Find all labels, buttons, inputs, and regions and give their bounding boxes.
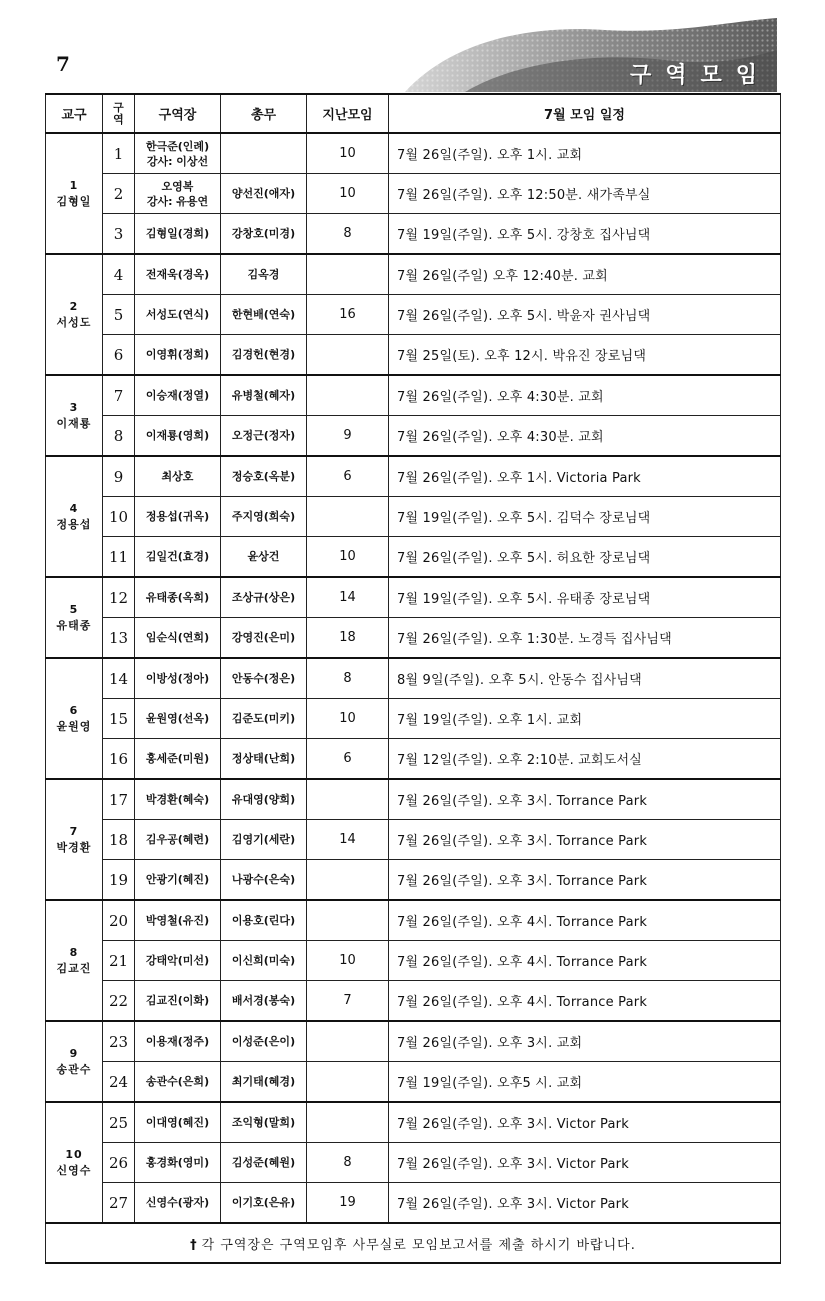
header-district: 교구 bbox=[46, 94, 103, 133]
zone-leader bbox=[135, 416, 221, 457]
table-row bbox=[46, 1021, 781, 1062]
district-cell bbox=[46, 1021, 103, 1102]
last-meeting-count: 16 bbox=[307, 295, 389, 335]
table-row bbox=[46, 375, 781, 416]
zone-leader-name: 송관수(은희) bbox=[145, 1075, 210, 1088]
zone-leader bbox=[135, 456, 221, 497]
zone-leader bbox=[135, 133, 221, 174]
district-number: 4 bbox=[69, 501, 79, 515]
zone-number: 25 bbox=[103, 1102, 135, 1143]
dagger-icon: † bbox=[190, 1237, 198, 1253]
zone-leader bbox=[135, 900, 221, 941]
treasurer: 유병철(혜자) bbox=[221, 375, 307, 416]
zone-number: 19 bbox=[103, 860, 135, 901]
district-number: 10 bbox=[65, 1147, 83, 1161]
meeting-schedule: 7월 25일(토). 오후 12시. 박유진 장로님댁 bbox=[389, 335, 781, 376]
treasurer: 윤상건 bbox=[221, 537, 307, 578]
zone-leader-name: 임순식(연희) bbox=[145, 631, 210, 644]
treasurer: 이기호(은유) bbox=[221, 1183, 307, 1224]
treasurer: 조상규(상은) bbox=[221, 577, 307, 618]
treasurer: 강영진(은미) bbox=[221, 618, 307, 659]
table-row bbox=[46, 941, 781, 981]
footer-note-row bbox=[46, 1223, 781, 1263]
last-meeting-count bbox=[307, 900, 389, 941]
zone-number: 14 bbox=[103, 658, 135, 699]
zone-lecturer: 강사: 이상선 bbox=[146, 154, 209, 168]
last-meeting-count: 9 bbox=[307, 416, 389, 457]
zone-leader bbox=[135, 1062, 221, 1103]
treasurer: 주지영(희숙) bbox=[221, 497, 307, 537]
meeting-schedule: 7월 19일(주일). 오후 5시. 강창호 집사님댁 bbox=[389, 214, 781, 255]
zone-leader-name: 박영철(유진) bbox=[145, 914, 210, 927]
zone-leader bbox=[135, 174, 221, 214]
zone-leader-name: 김우공(혜련) bbox=[145, 833, 210, 846]
zone-number: 6 bbox=[103, 335, 135, 376]
district-cell bbox=[46, 375, 103, 456]
zone-number: 26 bbox=[103, 1143, 135, 1183]
zone-leader-name: 이승재(정열) bbox=[145, 389, 210, 402]
table-row bbox=[46, 133, 781, 174]
zone-number: 8 bbox=[103, 416, 135, 457]
meeting-schedule: 7월 26일(주일). 오후 4시. Torrance Park bbox=[389, 981, 781, 1022]
treasurer: 김준도(미키) bbox=[221, 699, 307, 739]
zone-leader-name: 이대영(혜진) bbox=[145, 1116, 210, 1129]
zone-number: 22 bbox=[103, 981, 135, 1022]
meeting-schedule: 7월 26일(주일) 오후 12:40분. 교회 bbox=[389, 254, 781, 295]
zone-number: 7 bbox=[103, 375, 135, 416]
zone-leader-name: 이방성(정아) bbox=[145, 672, 210, 685]
meeting-schedule: 7월 26일(주일). 오후 12:50분. 새가족부실 bbox=[389, 174, 781, 214]
meeting-schedule: 7월 26일(주일). 오후 1시. 교회 bbox=[389, 133, 781, 174]
zone-leader-name: 김일건(효경) bbox=[145, 550, 210, 563]
last-meeting-count: 10 bbox=[307, 941, 389, 981]
table-row bbox=[46, 739, 781, 780]
zone-leader-name: 서성도(연식) bbox=[145, 308, 210, 321]
header-last-meeting: 지난모임 bbox=[307, 94, 389, 133]
treasurer: 오정근(정자) bbox=[221, 416, 307, 457]
zone-number: 27 bbox=[103, 1183, 135, 1224]
table-row bbox=[46, 214, 781, 255]
table-row bbox=[46, 981, 781, 1022]
last-meeting-count bbox=[307, 1021, 389, 1062]
zone-number: 11 bbox=[103, 537, 135, 578]
meeting-schedule: 7월 26일(주일). 오후 1:30분. 노경득 집사님댁 bbox=[389, 618, 781, 659]
table-row bbox=[46, 456, 781, 497]
zone-leader-name: 이영휘(정희) bbox=[145, 348, 210, 361]
district-cell bbox=[46, 1102, 103, 1223]
last-meeting-count: 8 bbox=[307, 658, 389, 699]
table-row bbox=[46, 618, 781, 659]
zone-number: 23 bbox=[103, 1021, 135, 1062]
zone-leader-name: 최상호 bbox=[161, 470, 194, 483]
treasurer: 최기태(혜경) bbox=[221, 1062, 307, 1103]
header-banner bbox=[405, 18, 777, 92]
footer-note-text: 각 구역장은 구역모임후 사무실로 모임보고서를 제출 하시기 바랍니다. bbox=[201, 1237, 636, 1253]
zone-leader bbox=[135, 214, 221, 255]
last-meeting-count: 6 bbox=[307, 456, 389, 497]
table-row bbox=[46, 295, 781, 335]
treasurer: 나광수(은숙) bbox=[221, 860, 307, 901]
zone-lecturer: 강사: 유용연 bbox=[146, 194, 209, 208]
zone-leader-name: 김형일(경희) bbox=[145, 227, 210, 240]
treasurer: 김옥경 bbox=[221, 254, 307, 295]
zone-number: 9 bbox=[103, 456, 135, 497]
district-number: 1 bbox=[69, 178, 79, 192]
district-name: 신영수 bbox=[56, 1163, 92, 1177]
last-meeting-count: 6 bbox=[307, 739, 389, 780]
zone-leader-name: 유태종(옥희) bbox=[145, 591, 210, 604]
zone-number: 1 bbox=[103, 133, 135, 174]
treasurer: 한현배(연숙) bbox=[221, 295, 307, 335]
treasurer: 이신희(미숙) bbox=[221, 941, 307, 981]
table-row bbox=[46, 1183, 781, 1224]
zone-leader bbox=[135, 618, 221, 659]
table-row bbox=[46, 497, 781, 537]
zone-leader-name: 안광기(혜진) bbox=[145, 873, 210, 886]
district-name: 서성도 bbox=[56, 315, 92, 329]
zone-number: 16 bbox=[103, 739, 135, 780]
last-meeting-count bbox=[307, 1102, 389, 1143]
table-row bbox=[46, 577, 781, 618]
last-meeting-count: 19 bbox=[307, 1183, 389, 1224]
last-meeting-count bbox=[307, 335, 389, 376]
last-meeting-count: 14 bbox=[307, 820, 389, 860]
treasurer: 정승호(옥분) bbox=[221, 456, 307, 497]
treasurer: 양선진(애자) bbox=[221, 174, 307, 214]
zone-leader-name: 김교진(이화) bbox=[145, 994, 210, 1007]
zone-leader bbox=[135, 860, 221, 901]
district-name: 정용섭 bbox=[56, 517, 92, 531]
meeting-schedule: 7월 19일(주일). 오후5 시. 교회 bbox=[389, 1062, 781, 1103]
treasurer: 이성준(은이) bbox=[221, 1021, 307, 1062]
district-name: 박경환 bbox=[56, 840, 92, 854]
treasurer: 김경헌(현경) bbox=[221, 335, 307, 376]
table-row bbox=[46, 174, 781, 214]
last-meeting-count: 18 bbox=[307, 618, 389, 659]
zone-number: 17 bbox=[103, 779, 135, 820]
zone-leader bbox=[135, 577, 221, 618]
zone-leader-name: 오영복 bbox=[161, 179, 194, 193]
zone-leader-name: 홍경화(영미) bbox=[145, 1156, 210, 1169]
zone-leader bbox=[135, 941, 221, 981]
zone-number: 18 bbox=[103, 820, 135, 860]
zone-leader bbox=[135, 1021, 221, 1062]
district-name: 윤원영 bbox=[56, 719, 92, 733]
zone-leader bbox=[135, 779, 221, 820]
table-row bbox=[46, 1062, 781, 1103]
zone-number: 21 bbox=[103, 941, 135, 981]
zone-leader bbox=[135, 658, 221, 699]
zone-number: 3 bbox=[103, 214, 135, 255]
zone-meeting-table bbox=[45, 93, 781, 1264]
zone-leader-name: 강태악(미선) bbox=[145, 954, 210, 967]
treasurer: 배서경(봉숙) bbox=[221, 981, 307, 1022]
zone-leader bbox=[135, 295, 221, 335]
table-row bbox=[46, 820, 781, 860]
meeting-schedule: 7월 26일(주일). 오후 3시. Victor Park bbox=[389, 1183, 781, 1224]
treasurer: 안동수(정은) bbox=[221, 658, 307, 699]
zone-leader-name: 이용재(정주) bbox=[145, 1035, 210, 1048]
table-header-row bbox=[46, 94, 781, 133]
district-name: 이재룡 bbox=[56, 416, 92, 430]
zone-number: 24 bbox=[103, 1062, 135, 1103]
zone-number: 12 bbox=[103, 577, 135, 618]
meeting-schedule: 7월 26일(주일). 오후 4:30분. 교회 bbox=[389, 375, 781, 416]
table-row bbox=[46, 1102, 781, 1143]
last-meeting-count bbox=[307, 1062, 389, 1103]
last-meeting-count: 10 bbox=[307, 537, 389, 578]
district-number: 7 bbox=[69, 824, 79, 838]
meeting-schedule: 7월 26일(주일). 오후 3시. Victor Park bbox=[389, 1102, 781, 1143]
zone-number: 15 bbox=[103, 699, 135, 739]
treasurer: 김영기(세란) bbox=[221, 820, 307, 860]
last-meeting-count: 10 bbox=[307, 133, 389, 174]
zone-leader bbox=[135, 1183, 221, 1224]
treasurer: 정상태(난희) bbox=[221, 739, 307, 780]
meeting-schedule: 7월 26일(주일). 오후 3시. Torrance Park bbox=[389, 779, 781, 820]
last-meeting-count bbox=[307, 860, 389, 901]
meeting-schedule: 7월 26일(주일). 오후 3시. Torrance Park bbox=[389, 820, 781, 860]
zone-number: 10 bbox=[103, 497, 135, 537]
zone-leader bbox=[135, 497, 221, 537]
district-number: 5 bbox=[69, 602, 79, 616]
header-zone-no-line1: 구 bbox=[113, 100, 124, 114]
district-number: 8 bbox=[69, 945, 79, 959]
zone-leader-name: 홍세준(미원) bbox=[145, 752, 210, 765]
zone-leader-name: 이재룡(영희) bbox=[145, 429, 210, 442]
treasurer: 조익형(말희) bbox=[221, 1102, 307, 1143]
district-cell bbox=[46, 779, 103, 900]
zone-leader bbox=[135, 981, 221, 1022]
meeting-schedule: 7월 26일(주일). 오후 3시. Victor Park bbox=[389, 1143, 781, 1183]
district-cell bbox=[46, 133, 103, 254]
meeting-schedule: 7월 26일(주일). 오후 4시. Torrance Park bbox=[389, 941, 781, 981]
table-row bbox=[46, 860, 781, 901]
table-row bbox=[46, 658, 781, 699]
table-row bbox=[46, 779, 781, 820]
treasurer: 유대영(양희) bbox=[221, 779, 307, 820]
meeting-schedule: 7월 26일(주일). 오후 5시. 허요한 장로님댁 bbox=[389, 537, 781, 578]
zone-leader bbox=[135, 1102, 221, 1143]
meeting-schedule: 7월 26일(주일). 오후 5시. 박윤자 권사님댁 bbox=[389, 295, 781, 335]
district-number: 9 bbox=[69, 1046, 79, 1060]
district-number: 3 bbox=[69, 400, 79, 414]
table-row bbox=[46, 699, 781, 739]
last-meeting-count: 8 bbox=[307, 1143, 389, 1183]
last-meeting-count: 8 bbox=[307, 214, 389, 255]
header-july-schedule: 7월 모임 일정 bbox=[389, 94, 781, 133]
zone-leader-name: 정용섭(귀옥) bbox=[145, 510, 210, 523]
zone-leader bbox=[135, 820, 221, 860]
table-row bbox=[46, 1143, 781, 1183]
zone-leader-name: 신영수(광자) bbox=[145, 1196, 210, 1209]
district-name: 유태종 bbox=[56, 618, 92, 632]
banner-title: 구역모임 bbox=[629, 63, 771, 88]
zone-leader bbox=[135, 699, 221, 739]
header-zone-no bbox=[103, 94, 135, 133]
last-meeting-count: 14 bbox=[307, 577, 389, 618]
zone-leader-name: 전재욱(경옥) bbox=[145, 268, 210, 281]
zone-leader bbox=[135, 1143, 221, 1183]
treasurer bbox=[221, 133, 307, 174]
district-name: 김형일 bbox=[56, 194, 92, 208]
last-meeting-count bbox=[307, 375, 389, 416]
last-meeting-count bbox=[307, 779, 389, 820]
meeting-schedule: 7월 26일(주일). 오후 4:30분. 교회 bbox=[389, 416, 781, 457]
zone-leader bbox=[135, 537, 221, 578]
table-row bbox=[46, 416, 781, 457]
district-cell bbox=[46, 456, 103, 577]
table-row bbox=[46, 900, 781, 941]
meeting-schedule: 7월 19일(주일). 오후 5시. 유태종 장로님댁 bbox=[389, 577, 781, 618]
district-number: 6 bbox=[69, 703, 79, 717]
district-name: 김교진 bbox=[56, 961, 92, 975]
meeting-schedule: 7월 26일(주일). 오후 3시. 교회 bbox=[389, 1021, 781, 1062]
last-meeting-count bbox=[307, 497, 389, 537]
table-row bbox=[46, 335, 781, 376]
zone-leader bbox=[135, 375, 221, 416]
district-cell bbox=[46, 658, 103, 779]
zone-leader bbox=[135, 739, 221, 780]
zone-number: 5 bbox=[103, 295, 135, 335]
district-cell bbox=[46, 900, 103, 1021]
district-number: 2 bbox=[69, 299, 79, 313]
header-zone-no-line2: 역 bbox=[113, 112, 124, 126]
last-meeting-count bbox=[307, 254, 389, 295]
district-name: 송관수 bbox=[56, 1062, 92, 1076]
table-row bbox=[46, 537, 781, 578]
meeting-schedule: 7월 12일(주일). 오후 2:10분. 교회도서실 bbox=[389, 739, 781, 780]
zone-number: 2 bbox=[103, 174, 135, 214]
district-cell bbox=[46, 254, 103, 375]
footer-note bbox=[46, 1223, 781, 1263]
meeting-schedule: 7월 26일(주일). 오후 3시. Torrance Park bbox=[389, 860, 781, 901]
meeting-schedule: 7월 19일(주일). 오후 1시. 교회 bbox=[389, 699, 781, 739]
last-meeting-count: 7 bbox=[307, 981, 389, 1022]
treasurer: 강창호(미경) bbox=[221, 214, 307, 255]
district-cell bbox=[46, 577, 103, 658]
zone-number: 20 bbox=[103, 900, 135, 941]
zone-number: 13 bbox=[103, 618, 135, 659]
zone-leader-name: 한극준(인례) bbox=[145, 139, 210, 153]
last-meeting-count: 10 bbox=[307, 174, 389, 214]
treasurer: 김성준(혜원) bbox=[221, 1143, 307, 1183]
meeting-schedule: 7월 19일(주일). 오후 5시. 김덕수 장로님댁 bbox=[389, 497, 781, 537]
meeting-schedule: 7월 26일(주일). 오후 1시. Victoria Park bbox=[389, 456, 781, 497]
zone-leader bbox=[135, 335, 221, 376]
zone-number: 4 bbox=[103, 254, 135, 295]
treasurer: 이용호(린다) bbox=[221, 900, 307, 941]
zone-leader bbox=[135, 254, 221, 295]
zone-leader-name: 윤원영(선옥) bbox=[145, 712, 210, 725]
header-zone-leader: 구역장 bbox=[135, 94, 221, 133]
page-number: 7 bbox=[56, 52, 70, 76]
table-row bbox=[46, 254, 781, 295]
zone-leader-name: 박경환(혜숙) bbox=[145, 793, 210, 806]
last-meeting-count: 10 bbox=[307, 699, 389, 739]
header-treasurer: 총무 bbox=[221, 94, 307, 133]
meeting-schedule: 8월 9일(주일). 오후 5시. 안동수 집사님댁 bbox=[389, 658, 781, 699]
meeting-schedule: 7월 26일(주일). 오후 4시. Torrance Park bbox=[389, 900, 781, 941]
